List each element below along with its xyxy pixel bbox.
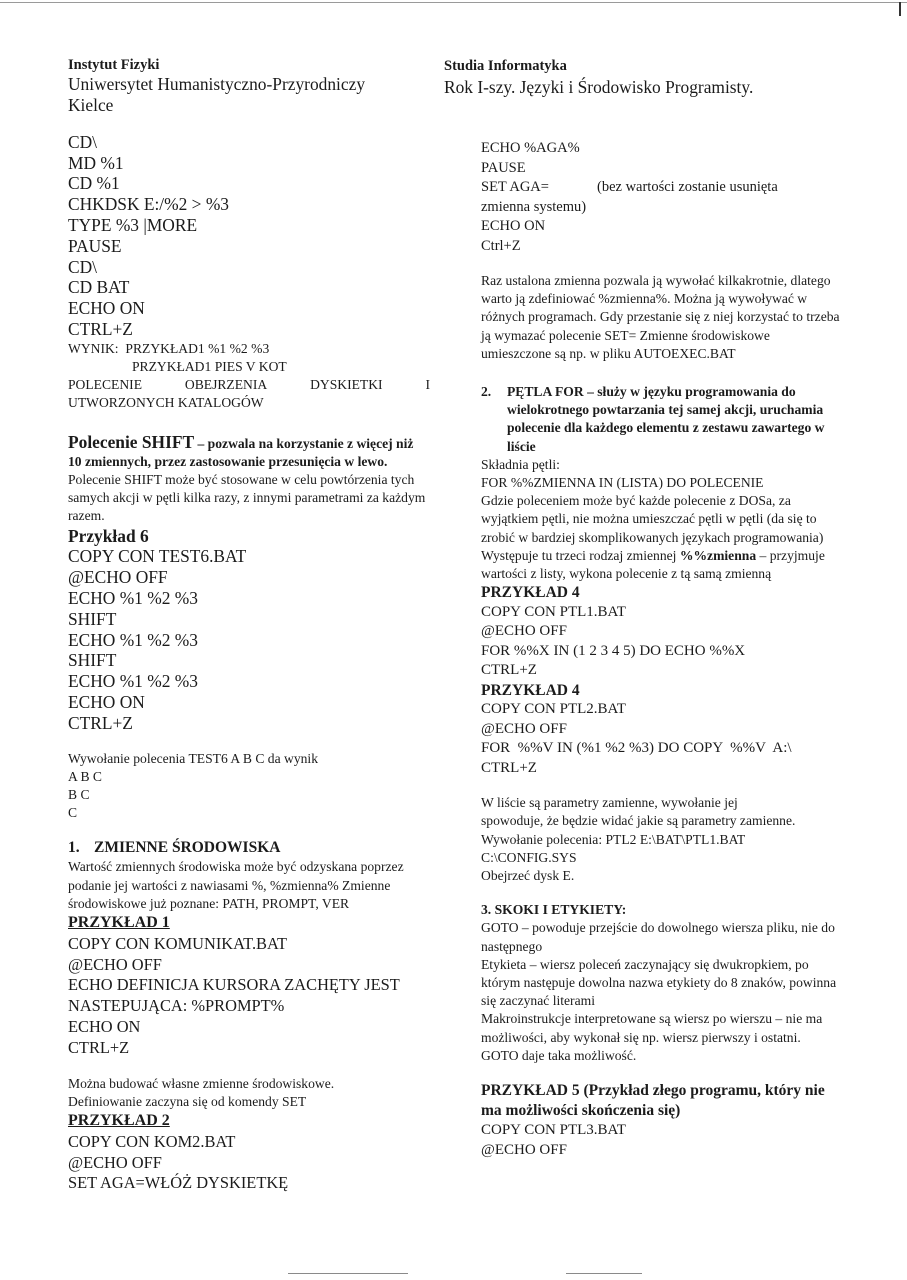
set-note: (bez wartości zostanie usunięta <box>597 179 778 195</box>
section-2-description: – służy w języku programowania do wielokrotnego powtarzania tej samej akcji, uruchamia polecenie dla każdego elementu z zestawu zawartego w liście <box>507 384 825 454</box>
set-note-2: zmienna systemu) <box>481 198 587 215</box>
text-line: A B C <box>68 768 102 784</box>
code-line: ECHO %1 %2 %3 <box>68 671 198 692</box>
section-number: 2. <box>481 384 492 400</box>
code-block-1 <box>68 132 430 340</box>
word: DYSKIETKI <box>310 377 383 393</box>
code-line: ECHO ON <box>68 298 145 319</box>
paragraph-1: Raz ustalona zmienna pozwala ją wywołać kilkakrotnie, dlatego warto ją zdefiniować %zmienna%. Można ją wywoływać w różnych programach. Gdy przestanie się z niej korzystać to trzeba ją wymazać polecenie SET= Zmienne środowiskowe umieszczone są np. w pliku AUTOEXEC.BAT <box>481 273 840 361</box>
code-block-6 <box>68 546 430 733</box>
example-6-title: Przykład 6 <box>68 525 149 546</box>
scan-top-border <box>0 2 907 3</box>
code-line: CTRL+Z <box>68 318 133 339</box>
code-line: CTRL+Z <box>481 759 537 776</box>
result-line: WYNIK: PRZYKŁAD1 %1 %2 %3 <box>68 340 270 356</box>
section-title: ZMIENNE ŚRODOWISKA <box>94 839 281 857</box>
city-name: Kielce <box>68 95 114 115</box>
example-5-title: PRZYKŁAD 5 (Przykład złego programu, który nie ma możliwości skończenia się) <box>481 1082 825 1120</box>
code-line: COPY CON KOM2.BAT <box>68 1131 236 1151</box>
code-line: ECHO %AGA% <box>481 140 580 156</box>
shift-bold-text: – pozwala na korzystanie z więcej niż 10 zmiennych, przez zastosowanie przesunięcia w lewo. <box>68 435 414 469</box>
text-line: C <box>68 805 78 821</box>
code-line: PAUSE <box>68 235 122 256</box>
text-line: W liście są parametry zamienne, wywołanie jej <box>481 795 738 811</box>
word: I <box>425 377 430 393</box>
code-line: @ECHO OFF <box>68 1152 162 1172</box>
example-2-title: PRZYKŁAD 2 <box>68 1111 170 1129</box>
code-line: COPY CON PTL3.BAT <box>481 1122 626 1139</box>
example-1-title: PRZYKŁAD 1 <box>68 913 170 931</box>
right-column <box>481 139 841 1160</box>
institute-name: Instytut Fizyki <box>68 57 160 73</box>
code-block-ex4b <box>481 700 841 778</box>
code-line: COPY CON KOMUNIKAT.BAT <box>68 933 288 953</box>
code-line: ECHO %1 %2 %3 <box>68 587 198 608</box>
institution-header <box>68 56 430 116</box>
section-3-heading: 3. SKOKI I ETYKIETY: <box>481 902 627 918</box>
code-line: ECHO ON <box>481 218 546 234</box>
section-1-text: Wartość zmiennych środowiska może być odzyskana poprzez podanie jej wartości z nawiasami %, %zmienna% Zmienne środowiskowe już poznane: PATH, PROMPT, VER <box>68 859 404 911</box>
code-line: @ECHO OFF <box>68 954 162 974</box>
text-part-bold: %%zmienna <box>679 547 757 563</box>
course-year: Rok I-szy. Języki i Środowisko Programisty. <box>444 76 754 97</box>
code-block-ex2 <box>68 1132 430 1194</box>
code-block-ex4a <box>481 603 841 681</box>
left-column <box>68 56 430 1194</box>
polecenie-line-2: UTWORZONYCH KATALOGÓW <box>68 395 264 411</box>
section-number: 1. <box>68 839 80 857</box>
code-line: @ECHO OFF <box>481 720 567 737</box>
section-2-text <box>507 383 841 456</box>
course-header <box>444 56 884 98</box>
text-line: B C <box>68 786 90 802</box>
code-line: ECHO %1 %2 %3 <box>68 629 198 650</box>
text-line: C:\CONFIG.SYS <box>481 849 577 865</box>
text-line: spowoduje, że będzie widać jakie są parametry zamienne. <box>481 813 796 829</box>
text-line: Można budować własne zmienne środowiskowe. <box>68 1075 335 1091</box>
code-line: CD %1 <box>68 173 120 194</box>
code-line: CTRL+Z <box>481 662 537 679</box>
code-line: COPY CON PTL1.BAT <box>481 603 626 620</box>
result-line: PRZYKŁAD1 PIES V KOT <box>132 358 287 374</box>
code-line: CTRL+Z <box>68 1037 130 1057</box>
paragraph-2: Gdzie poleceniem może być każde polecenie z DOSa, za wyjątkiem pętli, nie można umieszczać pętli w pętli (da się to zrobić w bardziej skomplikowanych językach programowania) <box>481 493 824 545</box>
code-line: TYPE %3 |MORE <box>68 214 198 235</box>
paragraph-5c: Makroinstrukcje interpretowane są wiersz po wierszu – nie ma możliwości, aby wykonał się np. wiersz pierwszy i ostatni. GOTO daje taka możliwość. <box>481 1011 823 1063</box>
text-line: Wywołanie polecenia: PTL2 E:\BAT\PTL1.BAT <box>481 831 746 847</box>
code-line: SHIFT <box>68 650 117 671</box>
text-line: Wywołanie polecenia TEST6 A B C da wynik <box>68 750 318 766</box>
word: POLECENIE <box>68 377 143 393</box>
code-line: SET AGA=WŁÓŻ DYSKIETKĘ <box>68 1173 289 1193</box>
code-line: PAUSE <box>481 159 526 176</box>
code-line: COPY CON PTL2.BAT <box>481 701 626 718</box>
code-line: ECHO ON <box>68 1016 141 1036</box>
code-line: MD %1 <box>68 152 124 173</box>
code-line: Ctrl+Z <box>481 237 521 254</box>
university-name: Uniwersytet Humanistyczno-Przyrodniczy <box>68 74 366 95</box>
text-line: Obejrzeć dysk E. <box>481 868 575 884</box>
scan-bottom-mark <box>566 1273 642 1274</box>
shift-title: Polecenie SHIFT <box>68 431 195 452</box>
code-block-ex1 <box>68 934 430 1059</box>
text-line: Składnia pętli: <box>481 456 560 472</box>
code-line: ECHO DEFINICJA KURSORA ZACHĘTY JEST <box>68 975 400 995</box>
code-line: @ECHO OFF <box>68 567 168 588</box>
paragraph-5b: Etykieta – wiersz poleceń zaczynający się dwukropkiem, po którym następuje dowolna nazwa etykiety do 8 znaków, powinna się zaczynać literami <box>481 956 837 1009</box>
set-command: SET AGA= <box>481 179 549 195</box>
code-line: CD\ <box>68 256 97 277</box>
call-6-output <box>68 750 430 823</box>
code-line: CD BAT <box>68 277 130 298</box>
section-title: PĘTLA FOR <box>507 384 584 400</box>
code-line: FOR %%X IN (1 2 3 4 5) DO ECHO %%X <box>481 642 746 659</box>
word: OBEJRZENIA <box>184 377 268 393</box>
code-line: FOR %%V IN (%1 %2 %3) DO COPY %%V A:\ <box>481 740 792 757</box>
text-part: – przyjmuje wartości z listy, wykona polecenie z tą samą zmienną <box>481 547 825 582</box>
code-line: CTRL+Z <box>68 712 133 733</box>
set-line <box>481 178 841 198</box>
text-line: FOR %%ZMIENNA IN (LISTA) DO POLECENIE <box>481 475 764 491</box>
paragraph-3 <box>481 547 841 583</box>
text-line: Definiowanie zaczyna się od komendy SET <box>68 1093 307 1109</box>
section-2-heading <box>481 383 841 456</box>
code-line: ECHO ON <box>68 691 145 712</box>
section-1-heading <box>68 838 430 858</box>
code-line: CD\ <box>68 131 97 152</box>
course-name: Studia Informatyka <box>444 58 567 74</box>
code-line: @ECHO OFF <box>481 623 567 640</box>
example-4b-title: PRZYKŁAD 4 <box>481 681 580 699</box>
text-part: Występuje tu trzeci rodzaj zmiennej <box>481 547 680 563</box>
paragraph-5a: GOTO – powoduje przejście do dowolnego wiersza pliku, nie do następnego <box>481 920 835 954</box>
scan-bottom-mark <box>288 1273 408 1274</box>
code-line: @ECHO OFF <box>481 1141 567 1158</box>
code-line: NASTEPUJĄCA: %PROMPT% <box>68 996 285 1016</box>
polecenie-line <box>68 376 430 394</box>
scan-corner-mark <box>899 2 901 16</box>
code-line: CHKDSK E:/%2 > %3 <box>68 194 230 215</box>
code-line: COPY CON TEST6.BAT <box>68 546 247 567</box>
code-line: SHIFT <box>68 608 117 629</box>
paragraph-4 <box>481 794 841 885</box>
shift-paragraph <box>68 433 430 526</box>
example-4a-title: PRZYKŁAD 4 <box>481 584 580 602</box>
shift-text: Polecenie SHIFT może być stosowane w celu powtórzenia tych samych akcji w pętli kilka razy, z innymi parametrami za każdym razem. <box>68 471 426 524</box>
